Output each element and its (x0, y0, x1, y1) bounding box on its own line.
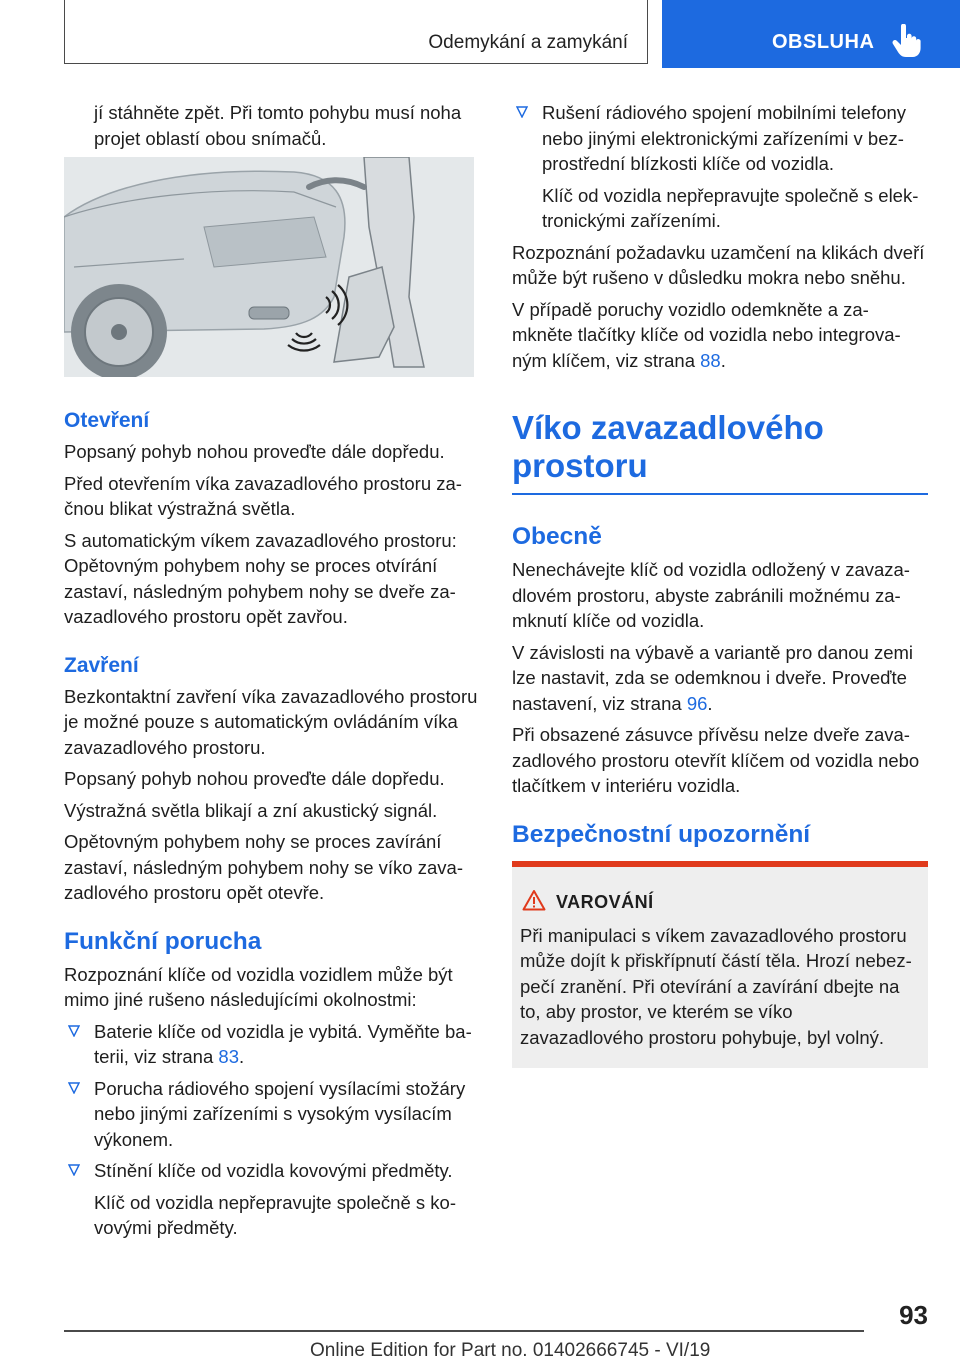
list-item (512, 100, 928, 177)
chapter-tab-label: OBSLUHA (772, 31, 875, 53)
edition-note: Online Edition for Part no. 01402666745 - VI/19 (310, 1340, 711, 1361)
paragraph-end: . (707, 692, 713, 714)
pointing-hand-icon (892, 24, 922, 63)
close-paragraph-1: Bezkontaktní zavření víka zavazadlového prostoru je možné pouze s automatickým ovládáním víka zavazadlového prostoru. (64, 685, 478, 758)
heading-close: Zavření (64, 653, 139, 677)
general-paragraph-1: Nenechávejte klíč od vozidla odložený v zavaza- dlovém prostoru, abyste zabránili možnému za- mknutí klíče od vozidla. (512, 559, 910, 631)
kick-sensor-illustration (64, 157, 474, 377)
close-paragraph-2: Popsaný pohyb nohou proveďte dále dopředu. (64, 768, 445, 789)
bullet-note: Klíč od vozidla nepřepravujte společně s ko- vovými předměty. (94, 1191, 456, 1238)
warning-triangle-icon (522, 889, 546, 911)
paragraph-text: V případě poruchy vozidlo odemkněte a za- mkněte tlačítky klíče od vozidla nebo integrova- ným klíčem, viz strana (512, 298, 901, 371)
bullet-triangle-icon (68, 1025, 80, 1037)
bullet-triangle-icon (68, 1164, 80, 1176)
close-paragraph-3: Výstražná světla blikají a zní akustický signál. (64, 799, 438, 821)
list-item (64, 1076, 480, 1153)
general-paragraph-2 (512, 640, 928, 717)
bullet-text: Rušení rádiového spojení mobilními telefony nebo jinými elektronickými zařízeními v bez- prostřední blízkosti klíče od vozidla. (542, 102, 907, 174)
warning-box (512, 861, 928, 1069)
warning-title-row (520, 889, 920, 913)
list-item (64, 1158, 480, 1184)
close-paragraph-4: Opětovným pohybem nohy se proces zavírání zastaví, následným pohybem nohy se víko zava- zadlového prostoru opět otevře. (64, 831, 463, 903)
page-number: 93 (899, 1300, 928, 1330)
right-column (512, 100, 928, 1068)
bullet-text: Baterie klíče od vozidla je vybitá. Vyměňte ba- terii, viz strana (94, 1020, 472, 1067)
open-paragraph-2: Před otevřením víka zavazadlového prostoru za- čnou blikat výstražná světla. (64, 472, 462, 519)
open-paragraph-1: Popsaný pohyb nohou proveďte dále dopředu. (64, 441, 445, 462)
heading-malfunction: Funkční porucha (64, 927, 262, 955)
intro-paragraph: jí stáhněte zpět. Při tomto pohybu musí noha projet oblastí obou snímačů. (94, 102, 462, 149)
open-paragraph-3: S automatickým víkem zavazadlového prostoru: Opětovným pohybem nohy se proces otvírání zastaví, následným pohybem nohy se dveře za- vazadlového prostoru opět zavřou. (64, 529, 457, 627)
bullet-text: Porucha rádiového spojení vysílacími stožáry nebo jinými zařízeními s vysokým vysílacím výkonem. (94, 1077, 466, 1150)
warning-text: Při manipulaci s víkem zavazadlového prostoru může dojít k přiskřípnutí částí těla. Hrozí nebez- pečí zranění. Při otevírání a zavírání dbejte na to, aby prostor, ve kterém se víko zavazadlového prostoru pohybuje, byl volný. (520, 924, 912, 1048)
page-link-96[interactable]: 96 (686, 692, 708, 714)
heading-trunk-lid: Víko zavazadlového prostoru (512, 409, 928, 495)
left-column (64, 100, 480, 1247)
right-paragraph-2 (512, 297, 928, 374)
bullet-text: Stínění klíče od vozidla kovovými předměty. (94, 1160, 453, 1181)
bullet-note: Klíč od vozidla nepřepravujte společně s elek- tronickými zařízeními. (542, 184, 919, 231)
malfunction-paragraph: Rozpoznání klíče od vozidla vozidlem může být mimo jiné rušeno následujícími okolnostmi: (64, 963, 453, 1010)
warning-title: VAROVÁNÍ (556, 891, 654, 912)
bullet-end: . (238, 1046, 245, 1067)
page-link-83[interactable]: 83 (218, 1046, 239, 1067)
bullet-triangle-icon (516, 106, 528, 118)
footer-divider (64, 1330, 864, 1332)
section-title: Odemykání a zamykání (428, 32, 628, 53)
paragraph-text: V závislosti na výbavě a variantě pro danou zemi lze nastavit, zda se odemknou i dveře. Proveďte nastavení, viz strana (512, 641, 914, 714)
right-paragraph-1: Rozpoznání požadavku uzamčení na klikách dveří může být rušeno v důsledku mokra nebo sněhu. (512, 241, 925, 288)
heading-general: Obecně (512, 523, 602, 550)
bullet-triangle-icon (68, 1082, 80, 1094)
heading-safety: Bezpečnostní upozornění (512, 820, 811, 848)
page-link-88[interactable]: 88 (700, 349, 721, 371)
general-paragraph-3: Při obsazené zásuvce přívěsu nelze dveře zava- zadlového prostoru otevřít klíčem od vozidla nebo tlačítkem v interiéru vozidla. (512, 724, 920, 796)
list-item (64, 1019, 480, 1070)
heading-open: Otevření (64, 409, 150, 432)
paragraph-end: . (720, 349, 726, 371)
